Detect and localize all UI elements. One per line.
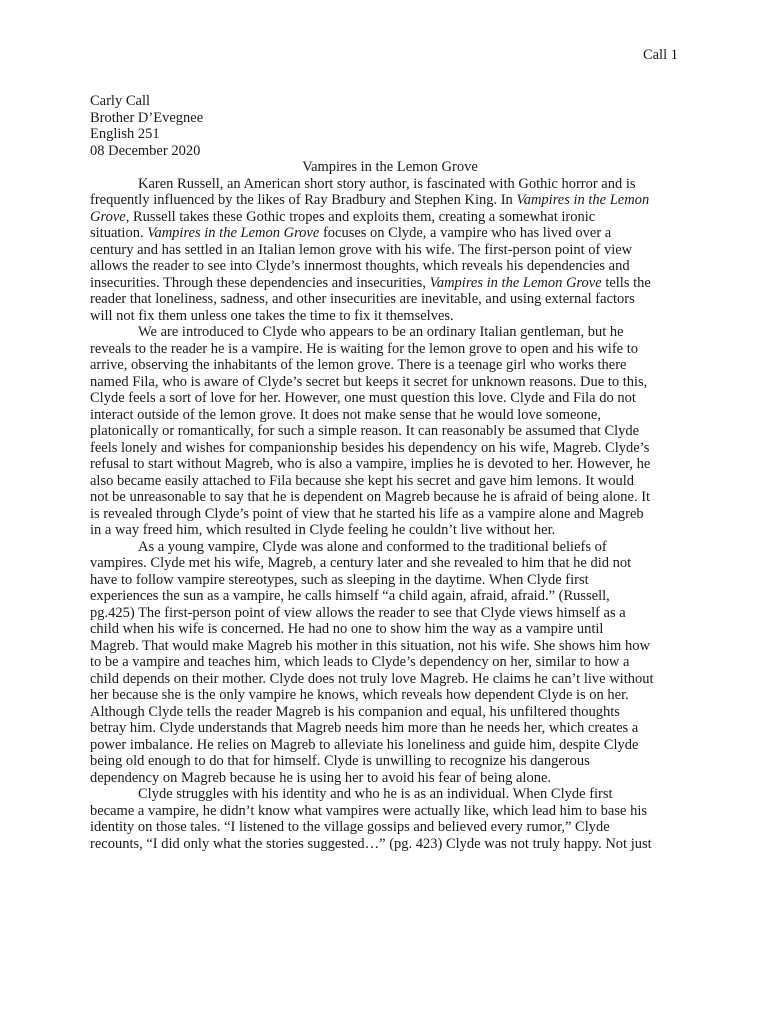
text-segment: focuses on Clyde, a vampire who has lived over a [319,225,612,241]
text-line [90,341,690,358]
text-segment: situation. [90,225,148,241]
text-line [90,407,690,424]
text-segment: will not fix them unless one takes the time to fix it themselves. [90,307,454,324]
text-segment: became a vampire, he didn’t know what vampires were actually like, which lead him to base his [90,802,647,819]
text-segment: arrive, observing the inhabitants of the lemon grove. There is a teenage girl who works there [90,357,627,373]
text-line [90,390,690,407]
text-line [90,209,690,226]
text-segment: Clyde struggles with his identity and who he is as an individual. When Clyde first [138,786,613,802]
text-segment: recounts, “I did only what the stories suggested…” (pg. 423) Clyde was not truly happy. Not just [90,835,652,852]
text-segment: vampires. Clyde met his wife, Magreb, a century later and she revealed to him that he did not [90,555,632,571]
text-line [90,423,690,440]
text-segment: named Fila, who is aware of Clyde’s secret but keeps it secret for unknown reasons. Due to this, [90,373,648,390]
text-segment: allows the reader to see into Clyde’s innermost thoughts, which reveals his dependencies and [90,258,630,274]
text-segment: power imbalance. He relies on Magreb to alleviate his loneliness and guide him, despite Clyde [90,736,639,753]
text-segment: platonically or romantically, for such a simple reason. It can reasonably be assumed that Clyde [90,423,640,439]
text-line [90,539,690,556]
text-segment: insecurities. Through these dependencies and insecurities, [90,274,430,291]
text-line [90,621,690,638]
heading-author: Carly Call [90,93,151,109]
text-line [90,572,690,589]
italic-title-segment: Vampires in the Lemon Grove [147,225,320,241]
text-line [90,176,690,193]
text-segment: her because she is the only vampire he knows, which reveals how dependent Clyde is on her. [90,687,629,703]
text-line [90,704,690,721]
text-line [90,473,690,490]
text-segment: child when his wife is concerned. He had no one to show him the way as a vampire until [90,621,604,637]
text-segment: child depends on their mother. Clyde does not truly love Magreb. He claims he can’t live without [90,670,654,687]
italic-title-segment: Grove, [90,208,130,225]
text-segment: refusal to start without Magreb, who is also a vampire, implies he is devoted to her. However, he [90,456,651,472]
text-line [90,258,690,275]
text-line [90,654,690,671]
running-header-page-number: Call 1 [642,47,678,63]
text-segment: experiences the sun as a vampire, he calls himself “a child again, afraid, afraid.” (Russell, [90,588,610,604]
essay-body [90,93,690,852]
text-line [90,291,690,308]
text-segment: reveals to the reader he is a vampire. He is waiting for the lemon grove to open and his wife to [90,340,639,357]
italic-title-segment: Vampires in the Lemon [516,192,650,208]
italic-title-segment: Vampires in the Lemon Grove [429,274,602,291]
text-line [90,555,690,572]
heading-instructor: Brother D’Evegnee [90,109,204,126]
heading-course: English 251 [90,126,160,142]
text-segment: dependency on Magreb because he is using her to avoid his fear of being alone. [90,769,552,786]
text-line [90,737,690,754]
text-segment: betray him. Clyde understands that Magreb needs him more than he needs her, which creates a [90,720,639,736]
text-line [90,225,690,242]
text-segment: tells the [601,274,651,291]
text-line [90,605,690,622]
text-segment: century and has settled in an Italian lemon grove with his wife. The first-person point of view [90,241,633,258]
text-line [90,638,690,655]
text-line [90,308,690,325]
text-line [90,753,690,770]
text-segment: As a young vampire, Clyde was alone and conformed to the traditional beliefs of [138,538,607,555]
text-line [90,770,690,787]
text-segment: Although Clyde tells the reader Magreb is his companion and equal, his unfiltered thoughts [90,703,620,720]
text-line [90,803,690,820]
text-segment: interact outside of the lemon grove. It does not make sense that he would love someone, [90,406,601,423]
text-segment: also became easily attached to Fila because she kept his secret and gave him lemons. It would [90,472,634,489]
text-line [90,440,690,457]
text-line [90,506,690,523]
text-segment: identity on those tales. “I listened to the village gossips and believed every rumor,” Clyde [90,819,610,835]
essay-title: Vampires in the Lemon Grove [302,159,478,175]
text-segment: pg.425) The first-person point of view allows the reader to see that Clyde views himself as a [90,604,626,621]
text-line [90,275,690,292]
text-segment: being old enough to do that for himself. Clyde is unwilling to recognize his dangerous [90,753,590,769]
text-line [90,324,690,341]
text-line [90,242,690,259]
text-line [90,456,690,473]
text-segment: reader that loneliness, sadness, and other insecurities are inevitable, and using external factors [90,291,635,307]
essay-paragraphs [90,176,690,853]
text-line [90,819,690,836]
text-segment: not be unreasonable to say that he is dependent on Magreb because he is afraid of being alone. It [90,489,651,505]
heading-date: 08 December 2020 [90,142,201,159]
text-line [90,522,690,539]
text-line [90,192,690,209]
text-line [90,374,690,391]
text-segment: in a way freed him, which resulted in Clyde feeling he couldn’t live without her. [90,522,556,538]
text-line [90,357,690,374]
text-segment: We are introduced to Clyde who appears to be an ordinary Italian gentleman, but he [138,324,624,340]
text-segment: is revealed through Clyde’s point of view that he started his life as a vampire alone and Magreb [90,505,644,522]
text-segment: frequently influenced by the likes of Ray Bradbury and Stephen King. In [90,192,517,208]
text-segment: feels lonely and wishes for companionship besides his dependency on his wife, Magreb. Clyde’s [90,439,650,456]
text-line [90,671,690,688]
text-segment: Karen Russell, an American short story author, is fascinated with Gothic horror and is [138,175,636,192]
text-line [90,687,690,704]
text-segment: Russell takes these Gothic tropes and exploits them, creating a somewhat ironic [129,208,596,225]
text-segment: to be a vampire and teaches him, which leads to Clyde’s dependency on her, similar to how a [90,654,630,670]
text-line [90,588,690,605]
text-segment: Magreb. That would make Magreb his mother in this situation, not his wife. She shows him how [90,637,650,654]
text-line [90,786,690,803]
text-line [90,489,690,506]
text-segment: Clyde feels a sort of love for her. However, one must question this love. Clyde and Fila do not [90,390,636,406]
text-line [90,836,690,853]
text-line [90,720,690,737]
text-segment: have to follow vampire stereotypes, such as sleeping in the daytime. When Clyde first [90,571,589,588]
